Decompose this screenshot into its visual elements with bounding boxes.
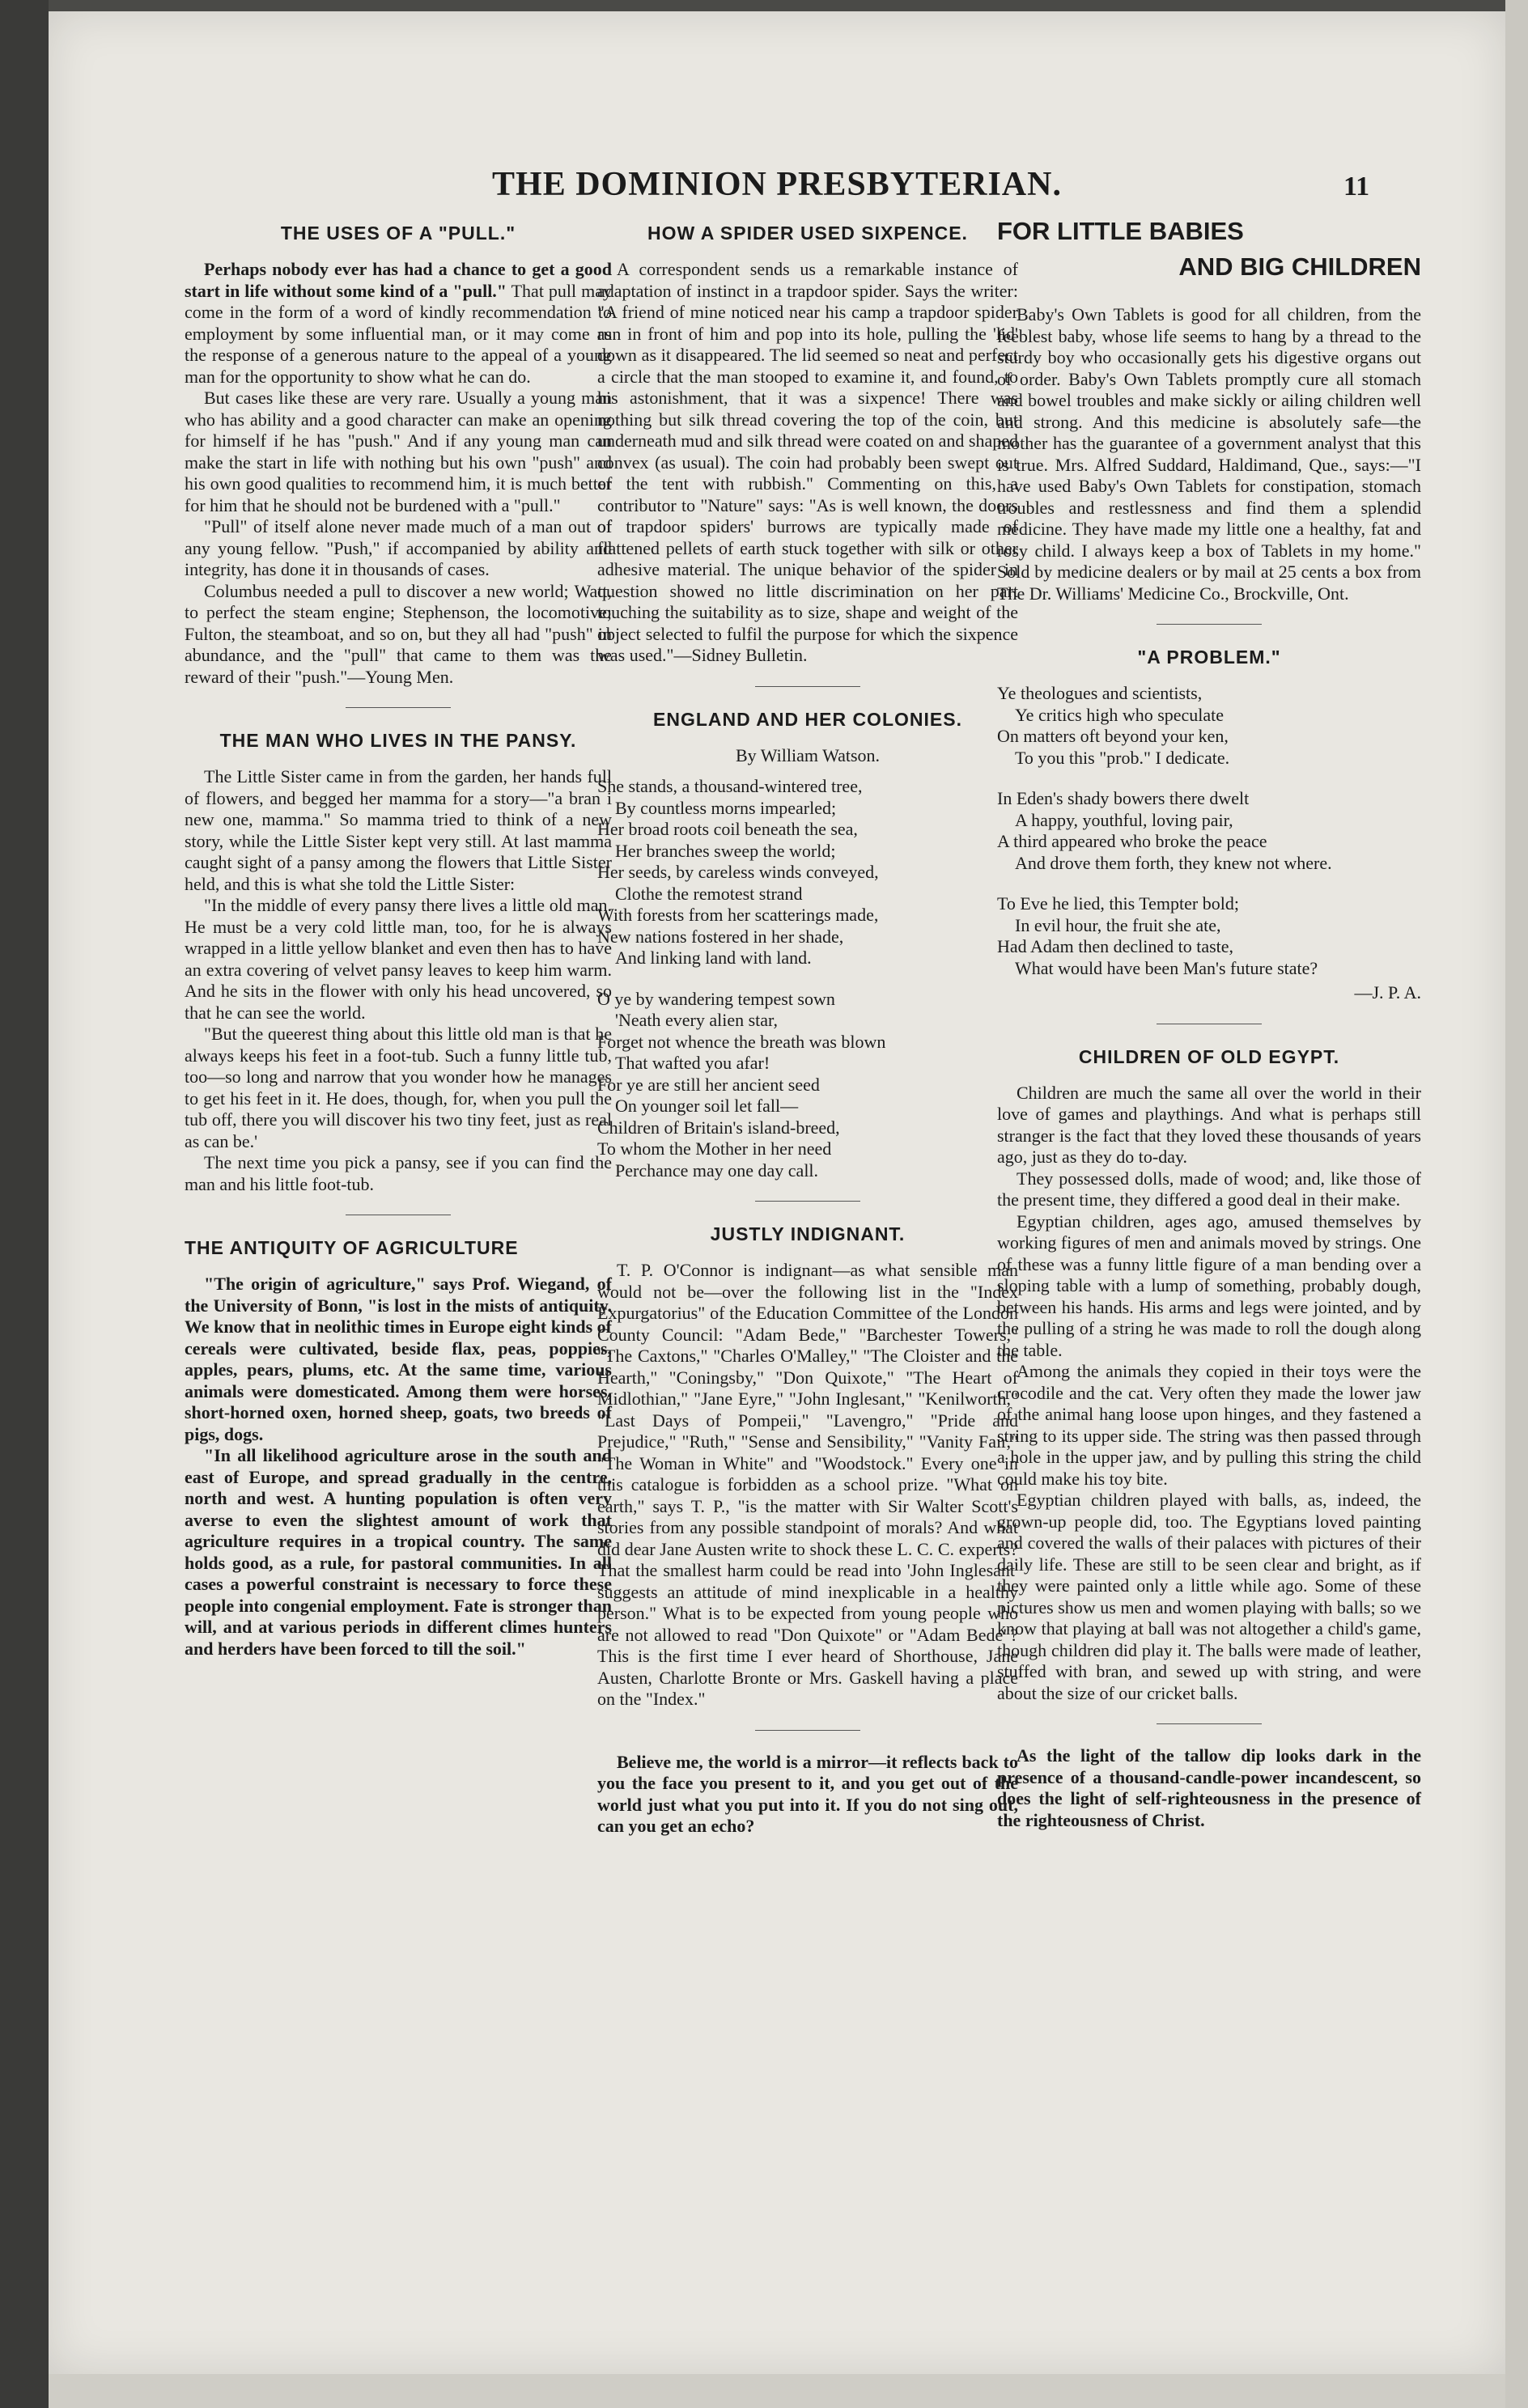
poem-a-problem bbox=[997, 683, 1421, 1004]
article-man-in-pansy bbox=[185, 766, 612, 1195]
verse-line: Perchance may one day call. bbox=[615, 1159, 819, 1181]
divider bbox=[755, 1201, 860, 1202]
scan-binding-edge bbox=[0, 0, 49, 2408]
verse-line: That wafted you afar! bbox=[615, 1053, 770, 1073]
article-uses-of-a-pull bbox=[185, 259, 612, 688]
lead-in: Perhaps nobody ever has had a chance to get a good start in life without some kind of a "pull." bbox=[185, 259, 612, 301]
verse-line: She stands, a thousand-wintered tree, bbox=[597, 776, 863, 796]
verse-line: To Eve he lied, this Tempter bold; bbox=[997, 893, 1239, 914]
article-title-antiquity-of-agriculture: THE ANTIQUITY OF AGRICULTURE bbox=[185, 1237, 519, 1258]
paragraph: Egyptian children, ages ago, amused themselves by working figures of men and animals moved by strings. One of these was a funny little figure of a man bending over a sloping table with a lump of something, probably dough, between his hands. His arms and legs were jointed, and by the pulling of a string he was made to roll the dough along the table. bbox=[997, 1210, 1421, 1360]
verse-line: 'Neath every alien star, bbox=[615, 1010, 778, 1030]
verse-line: And drove them forth, they knew not where. bbox=[1015, 852, 1332, 873]
verse-line: By countless morns impearled; bbox=[615, 797, 837, 818]
verse-line: O ye by wandering tempest sown bbox=[597, 988, 835, 1009]
verse-line: On younger soil let fall— bbox=[615, 1096, 799, 1116]
verse-line: Had Adam then declined to taste, bbox=[997, 936, 1234, 956]
newspaper-page bbox=[49, 11, 1505, 2374]
verse-line: Her broad roots coil beneath the sea, bbox=[597, 819, 858, 839]
divider bbox=[755, 686, 860, 687]
paragraph: A correspondent sends us a remarkable instance of adaptation of instinct in a trapdoor spider. Says the writer: "A friend of mine noticed near his camp a trapdoor spider run in front of him and pop into its hole, pulling the 'lid' down as it disappeared. The lid seemed so neat and perfect a circle that the man stooped to examine it, and found, to his astonishment, that it was a sixpence! There was nothing but silk thread covering the top of the coin, but underneath mud and silk thread were coated on and shaped convex (as usual). The coin had probably been swept out of the tent with rubbish." Commenting on this, a contributor to "Nature" says: "As is well known, the doors of trapdoor spiders' burrows are typically made of flattened pellets of earth stuck together with silk or other adhesive material. The unique behavior of the spider in question showed no little discrimination on her part touching the suitability as to size, shape and weight of the object selected to fulfil the purpose for which the sixpence was used."—Sidney Bulletin. bbox=[597, 259, 1018, 665]
article-title-uses-of-a-pull: THE USES OF A "PULL." bbox=[280, 223, 516, 244]
verse-line: A third appeared who broke the peace bbox=[997, 831, 1267, 851]
verse-line: To you this "prob." I dedicate. bbox=[1015, 747, 1230, 768]
divider bbox=[1157, 1723, 1262, 1724]
divider bbox=[1157, 624, 1262, 625]
verse-line: Her seeds, by careless winds conveyed, bbox=[597, 862, 879, 882]
filler-tallow-dip bbox=[997, 1745, 1421, 1831]
paragraph: "Pull" of itself alone never made much of a man out of any young fellow. "Push," if accompanied by ability and integrity, has done it in thousands of cases. bbox=[185, 516, 612, 579]
paragraph: Egyptian children played with balls, as, indeed, the grown-up people did, too. The Egyptians loved painting and covered the walls of their palaces with pictures of their daily life. These are still to be seen clear and bright, as if they were painted only a little while ago. Some of these pictures show us men and women playing with balls; so we know that playing at ball was not altogether a child's game, though children did play it. The balls were made of leather, stuffed with bran, and sewed up with string, and were about the size of our cricket balls. bbox=[997, 1490, 1421, 1703]
paragraph: The next time you pick a pansy, see if you can find the man and his little foot-tub. bbox=[185, 1152, 612, 1194]
poem-title-a-problem: "A PROBLEM." bbox=[1137, 647, 1281, 668]
article-title-children-old-egypt: CHILDREN OF OLD EGYPT. bbox=[1078, 1045, 1340, 1067]
advert-title-line-2: AND BIG CHILDREN bbox=[1178, 252, 1421, 281]
column-1 bbox=[185, 214, 612, 1660]
verse-line: A happy, youthful, loving pair, bbox=[1015, 809, 1233, 830]
stanza bbox=[997, 788, 1421, 874]
paragraph: Columbus needed a pull to discover a new world; Watt, to perfect the steam engine; Stephenson, the locomotive; Fulton, the steamboat, and so on, but they all had "push" in abundance, and the "pull" that came to them was the reward of their "push."—Young Men. bbox=[185, 580, 612, 687]
verse-line: Her branches sweep the world; bbox=[615, 840, 836, 861]
article-title-spider-sixpence: HOW A SPIDER USED SIXPENCE. bbox=[647, 223, 968, 244]
scan-right-edge bbox=[1505, 0, 1528, 2408]
verse-line: And linking land with land. bbox=[615, 948, 812, 968]
stanza bbox=[997, 893, 1421, 979]
verse-line: On matters oft beyond your ken, bbox=[997, 726, 1229, 746]
paragraph: "The origin of agriculture," says Prof. Wiegand, of the University of Bonn, "is lost in the mists of antiquity. We know that in neolithic times in Europe eight kinds of cereals were cultivated, beside flax, peas, poppies, apples, pears, plums, etc. At the same time, various animals were domesticated. Among them were horses, short-horned oxen, horned sheep, goats, two breeds of pigs, dogs. bbox=[185, 1274, 612, 1444]
divider bbox=[755, 1730, 860, 1731]
verse-line: Children of Britain's island-breed, bbox=[597, 1117, 840, 1138]
filler-mirror bbox=[597, 1752, 1018, 1838]
paragraph: Believe me, the world is a mirror—it reflects back to you the face you present to it, and you get out of the world just what you put into it. If you do not sing out, can you get an echo? bbox=[597, 1751, 1018, 1836]
paragraph: The Little Sister came in from the garden, her hands full of flowers, and begged her mamma for a story—"a bran i new one, mamma." So mamma tried to think of a new story, while the Little Sister kept very still. At last mamma caught sight of a pansy among the flowers that Little Sister held, and this is what she told the Little Sister: bbox=[185, 766, 612, 894]
masthead: THE DOMINION PRESBYTERIAN. bbox=[492, 166, 1062, 203]
verse-line: With forests from her scatterings made, bbox=[597, 905, 879, 925]
poem-byline: By William Watson. bbox=[735, 744, 881, 765]
paragraph: Perhaps nobody ever has had a chance to get a good start in life without some kind of a "pull." That pull may come in the form of a word of kindly recommendation to employment by some influential man, or it may come as the response of a generous nature to the appeal of a young man for the opportunity to show what he can do. bbox=[185, 259, 612, 387]
poem-england-colonies bbox=[597, 776, 1018, 1181]
paragraph: "In all likelihood agriculture arose in the south and east of Europe, and spread gradually in the centre, north and west. A hunting population is often very averse to even the slightest amount of work that agriculture requires in a tropical country. The same holds good, as a rule, for pastoral communities. In all cases a powerful constraint is necessary to force these people into congenial employment. Fate is stronger than will, and at various periods in different climes hunters and herders have been forced to till the soil." bbox=[185, 1445, 612, 1659]
paragraph: "In the middle of every pansy there lives a little old man. He must be a very cold little man, too, for he is always wrapped in a little yellow blanket and even then has to have an extra covering of velvet pansy leaves to keep him warm. And he sits in the flower with only his head uncovered, so that he can see the world. bbox=[185, 895, 612, 1023]
stanza bbox=[597, 776, 1018, 969]
paragraph: But cases like these are very rare. Usually a young man who has ability and a good character can make an opening for himself if he has "push." And if any young man can make the start in life with nothing but his own "push" and his own good qualities to recommend him, it is much better for him that he should not be burdened with a "pull." bbox=[185, 388, 612, 515]
page-number: 11 bbox=[1343, 172, 1370, 201]
verse-line: Ye theologues and scientists, bbox=[997, 683, 1203, 703]
paragraph: Children are much the same all over the world in their love of games and playthings. And what is perhaps still stranger is the fact that they loved these thousands of years ago, just as they do to-day. bbox=[997, 1082, 1421, 1167]
article-children-old-egypt bbox=[997, 1083, 1421, 1705]
paragraph: "But the queerest thing about this little old man is that he always keeps his feet in a foot-tub. Such a funny little tub, too—so long and narrow that you wonder how he manages to get his feet in it. He does, though, for, when you pull the tub off, there you will discover his two tiny feet, just as real as can be.' bbox=[185, 1024, 612, 1151]
paragraph: Among the animals they copied in their toys were the crocodile and the cat. Very often they made the lower jaw of the animal hang loose upon hinges, and they fastened a string to its upper side. The string was then passed through a hole in the upper jaw, and by pulling this string the child could make his toy bite. bbox=[997, 1361, 1421, 1489]
divider bbox=[346, 707, 451, 708]
article-justly-indignant bbox=[597, 1260, 1018, 1711]
verse-line: For ye are still her ancient seed bbox=[597, 1074, 820, 1095]
verse-line: In Eden's shady bowers there dwelt bbox=[997, 788, 1250, 808]
verse-line: New nations fostered in her shade, bbox=[597, 926, 844, 947]
article-antiquity-of-agriculture bbox=[185, 1274, 612, 1660]
poem-title-england-colonies: ENGLAND AND HER COLONIES. bbox=[653, 708, 962, 730]
column-3 bbox=[997, 214, 1421, 1831]
stanza bbox=[997, 683, 1421, 769]
poem-signature: —J. P. A. bbox=[1354, 982, 1421, 1003]
verse-line: To whom the Mother in her need bbox=[597, 1138, 832, 1159]
verse-line: Clothe the remotest strand bbox=[615, 883, 803, 904]
verse-line: What would have been Man's future state? bbox=[1015, 957, 1318, 978]
paragraph: As the light of the tallow dip looks dark in the presence of a thousand-candle-power incandescent, so does the light of self-righteousness in the presence of the righteousness of Christ. bbox=[997, 1745, 1421, 1830]
verse-line: In evil hour, the fruit she ate, bbox=[1015, 914, 1221, 935]
advert-babys-own-tablets bbox=[997, 304, 1421, 604]
stanza bbox=[597, 989, 1018, 1182]
column-2 bbox=[597, 214, 1018, 1838]
scan-top-edge bbox=[0, 0, 1528, 11]
paragraph: They possessed dolls, made of wood; and, like those of the present time, they differed a good deal in their make. bbox=[997, 1168, 1421, 1210]
article-title-man-in-pansy: THE MAN WHO LIVES IN THE PANSY. bbox=[219, 730, 577, 751]
article-title-justly-indignant: JUSTLY INDIGNANT. bbox=[710, 1223, 906, 1244]
paragraph: T. P. O'Connor is indignant—as what sensible man would not be—over the following list in the "Index Expurgatorius" of the Education Committee of the London County Council: "Adam Bede," "Barchester Towers," "The Caxtons," "Charles O'Malley," "The Cloister and the Hearth," "Coningsby," "Don Quixote," "The Heart of Midlothian," "Jane Eyre," "John Inglesant," "Kenilworth," "Last Days of Pompeii," "Lavengro," "Pride and Prejudice," "Ruth," "Sense and Sensibility," "Vanity Fair," "The Woman in White" and "Woodstock." Every one in this catalogue is forbidden as a school prize. "What on earth," says T. P., "is the matter with Sir Walter Scott's stories from any possible standpoint of morals? And what did dear Jane Austen write to shock these L. C. C. experts? That the smallest harm could be read into 'John Inglesant' suggests an attitude of mind inexplicable in a healthy person." What is to be expected from young people who are not allowed to read "Don Quixote" or "Adam Bede"? This is the first time I ever heard of Shorthouse, Jane Austen, Charlotte Bronte or Mrs. Gaskell having a place on the "Index." bbox=[597, 1260, 1018, 1709]
verse-line: Ye critics high who speculate bbox=[1015, 704, 1225, 725]
article-spider-sixpence bbox=[597, 259, 1018, 667]
paragraph: Baby's Own Tablets is good for all children, from the feeblest baby, whose life seems to hang by a thread to the sturdy boy who occasionally gets his digestive organs out of order. Baby's Own Tablets promptly cure all stomach and bowel troubles and make sickly or ailing children well and strong. And this medicine is absolutely safe—the mother has the guarantee of a government analyst that this is true. Mrs. Alfred Suddard, Haldimand, Que., says:—"I have used Baby's Own Tablets for constipation, stomach troubles and restlessness and find them a splendid medicine. They have made my little one a healthy, fat and rosy child. I always keep a box of Tablets in my home." Sold by medicine dealers or by mail at 25 cents a box from The Dr. Williams' Medicine Co., Brockville, Ont. bbox=[997, 304, 1421, 604]
advert-title-line-1: FOR LITTLE BABIES bbox=[997, 217, 1244, 245]
advert-title bbox=[997, 214, 1421, 285]
verse-line: Forget not whence the breath was blown bbox=[597, 1031, 886, 1052]
